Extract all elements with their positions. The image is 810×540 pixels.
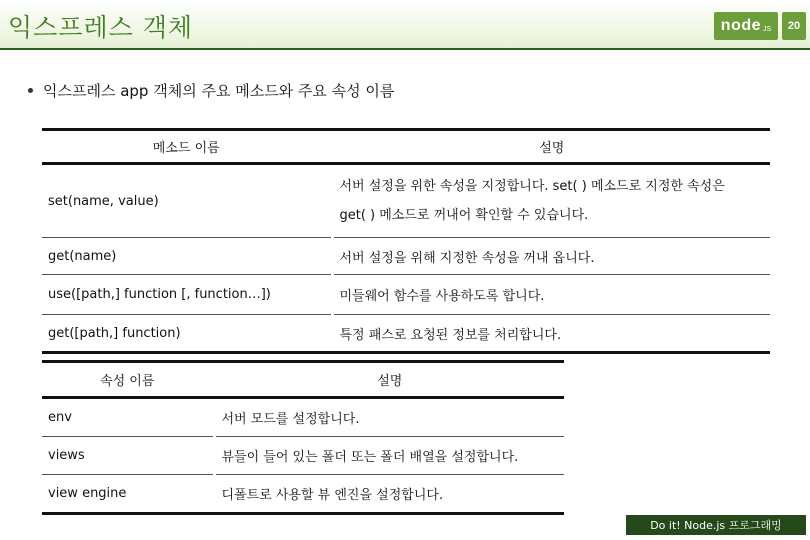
page-number: 20 (787, 20, 801, 32)
method-desc-line: get( ) 메소드로 꺼내어 확인할 수 있습니다. (339, 208, 589, 223)
method-desc: 서버 설정을 위해 지정한 속성을 꺼내 옵니다. (332, 238, 770, 275)
table-row (42, 164, 770, 238)
table-header-row (42, 130, 770, 164)
column-header: 설명 (214, 362, 564, 398)
table-row (42, 315, 770, 353)
method-name: set(name, value) (42, 164, 332, 238)
table-row (42, 275, 770, 315)
property-name: env (42, 398, 214, 437)
properties-table (42, 360, 564, 515)
table-row (42, 398, 564, 437)
table-row (42, 437, 564, 475)
nodejs-logo (714, 12, 778, 40)
method-name: get(name) (42, 238, 332, 275)
footer-badge: Do it! Node.js 프로그래밍 (626, 515, 806, 535)
method-name: use([path,] function [, function…]) (42, 275, 332, 315)
method-desc: 미들웨어 함수를 사용하도록 합니다. (332, 275, 770, 315)
property-name: view engine (42, 475, 214, 514)
property-desc: 서버 모드를 설정합니다. (214, 398, 564, 437)
bullet-item (28, 80, 394, 101)
methods-table (42, 128, 770, 354)
column-header: 메소드 이름 (42, 130, 332, 164)
column-header: 속성 이름 (42, 362, 214, 398)
slide-header (0, 0, 810, 50)
method-desc: 특정 패스로 요청된 정보를 처리합니다. (332, 315, 770, 353)
logo-text: node (720, 17, 762, 34)
table-header-row (42, 362, 564, 398)
method-name: get([path,] function) (42, 315, 332, 353)
page-number-badge (782, 12, 806, 40)
table-row (42, 475, 564, 514)
method-desc-line: 서버 설정을 위한 속성을 지정합니다. set( ) 메소드로 지정한 속성은 (339, 179, 725, 194)
table-row (42, 238, 770, 275)
method-desc (332, 164, 770, 238)
bullet-icon (28, 88, 33, 93)
column-header: 설명 (332, 130, 770, 164)
property-name: views (42, 437, 214, 475)
bullet-text: 익스프레스 app 객체의 주요 메소드와 주요 속성 이름 (43, 82, 395, 100)
property-desc: 뷰들이 들어 있는 폴더 또는 폴더 배열을 설정합니다. (214, 437, 564, 475)
logo-sub: JS (763, 25, 772, 33)
page-title: 익스프레스 객체 (8, 13, 193, 42)
property-desc: 디폴트로 사용할 뷰 엔진을 설정합니다. (214, 475, 564, 514)
